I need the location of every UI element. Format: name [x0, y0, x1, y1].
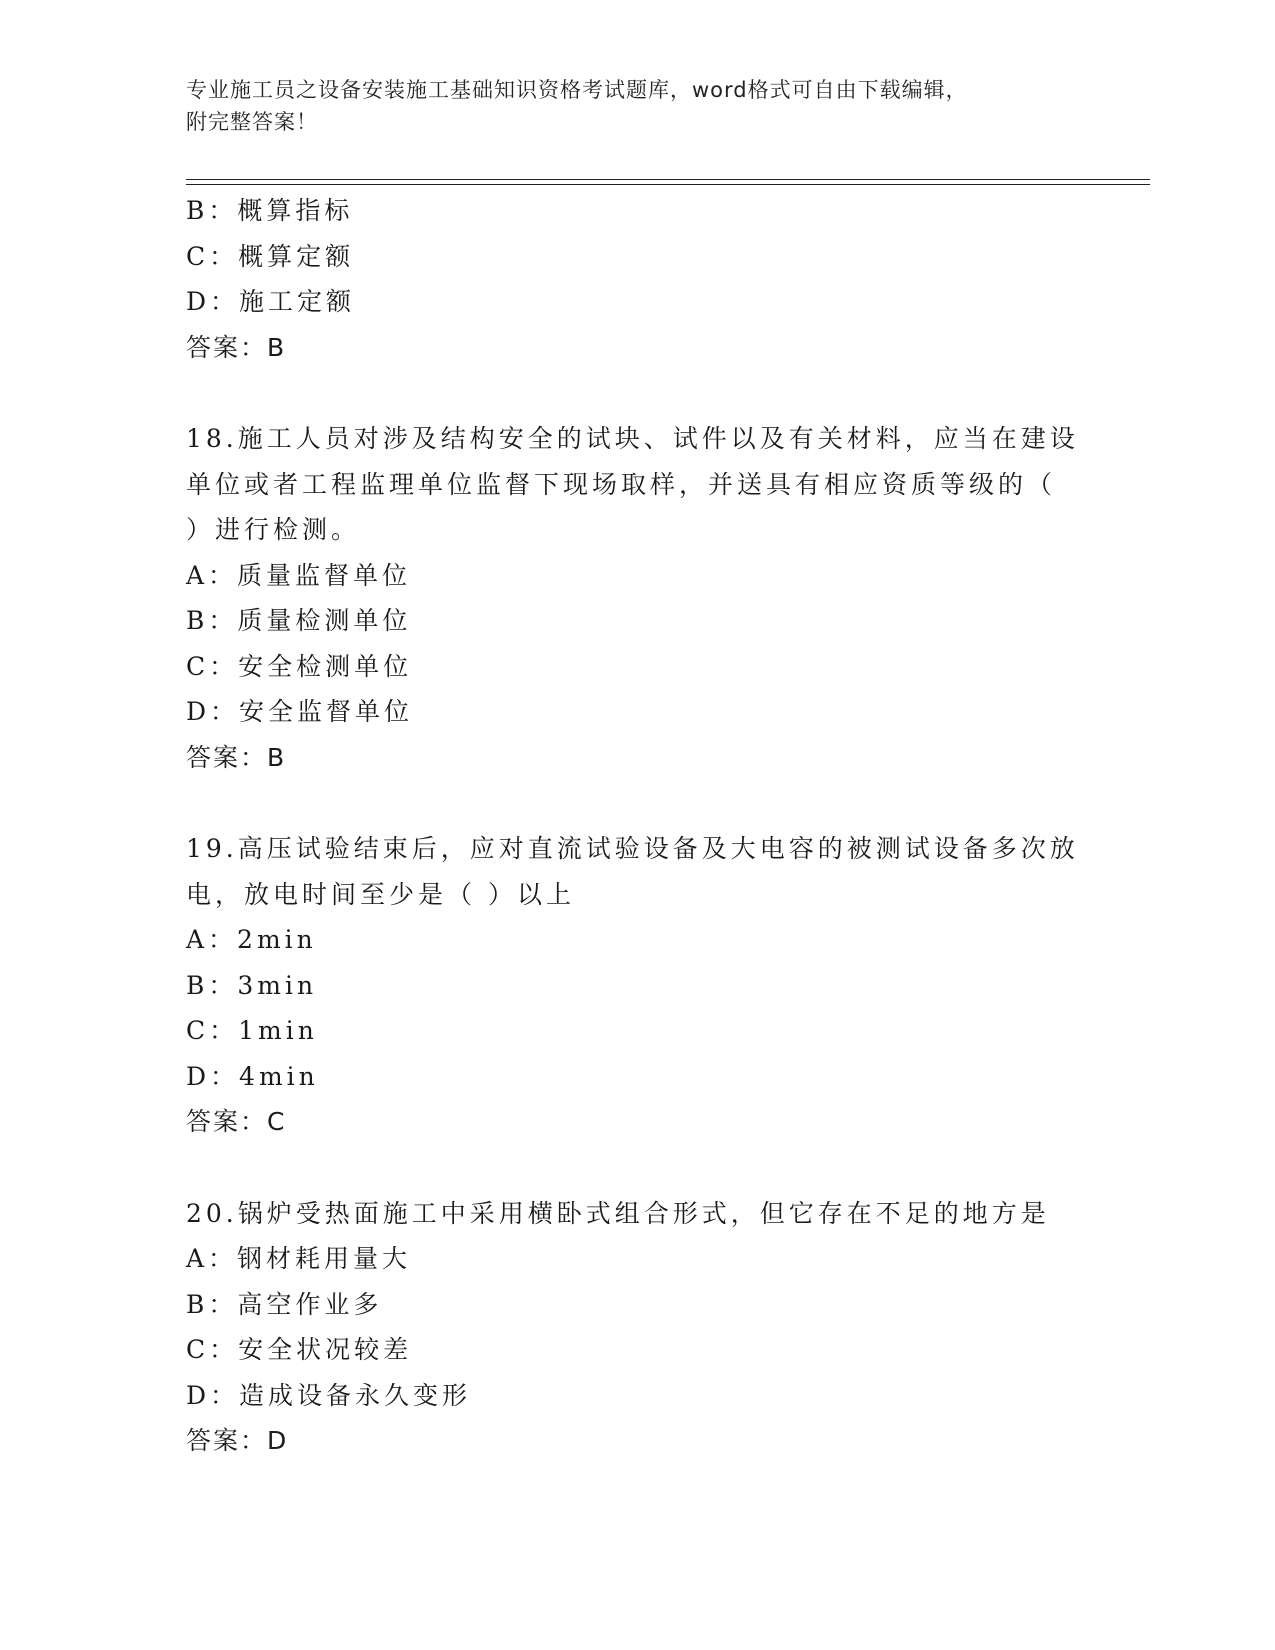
- option-c: C：概算定额: [186, 241, 355, 271]
- option-c: C：安全检测单位: [186, 651, 413, 681]
- question-stem-line: 18.施工人员对涉及结构安全的试块、试件以及有关材料，应当在建设: [186, 424, 1079, 453]
- option-d: D：造成设备永久变形: [186, 1380, 472, 1410]
- option-b: B：概算指标: [186, 196, 354, 225]
- document-body: [186, 188, 1086, 1464]
- option-d: D：安全监督单位: [186, 697, 414, 726]
- question-stem-line: 电，放电时间至少是（ ）以上: [186, 879, 575, 909]
- answer: 答案：D: [186, 1426, 289, 1455]
- option-a: A：2min: [186, 925, 317, 954]
- answer: 答案：C: [186, 1107, 287, 1136]
- header-rule-bottom: [186, 184, 1150, 185]
- question-stem-line: 19.高压试验结束后，应对直流试验设备及大电容的被测试设备多次放: [186, 834, 1079, 863]
- option-a: A：钢材耗用量大: [186, 1244, 412, 1273]
- header-line-1: 专业施工员之设备安装施工基础知识资格考试题库，word格式可自由下载编辑，: [186, 78, 968, 102]
- spacer: [186, 370, 1086, 416]
- question-stem-line: ）进行检测。: [186, 515, 361, 544]
- answer: 答案：B: [186, 332, 287, 362]
- document-header: [186, 74, 1066, 138]
- answer: 答案：B: [186, 742, 287, 772]
- spacer: [186, 780, 1086, 826]
- continued-question: [186, 188, 1086, 370]
- header-rule-top: [186, 179, 1150, 180]
- option-d: D：4min: [186, 1061, 319, 1091]
- question-18: [186, 416, 1086, 780]
- option-c: C：1min: [186, 1016, 318, 1045]
- option-b: B：高空作业多: [186, 1289, 383, 1319]
- option-b: B：质量检测单位: [186, 606, 412, 635]
- option-a: A：质量监督单位: [186, 560, 412, 590]
- header-line-2: 附完整答案！: [186, 110, 318, 134]
- question-19: [186, 826, 1086, 1145]
- option-b: B：3min: [186, 970, 318, 1000]
- question-20: [186, 1191, 1086, 1464]
- option-c: C：安全状况较差: [186, 1335, 413, 1364]
- option-d: D：施工定额: [186, 287, 356, 316]
- question-stem-line: 单位或者工程监理单位监督下现场取样，并送具有相应资质等级的（: [186, 469, 1057, 499]
- spacer: [186, 1145, 1086, 1191]
- question-stem-line: 20.锅炉受热面施工中采用横卧式组合形式，但它存在不足的地方是: [186, 1198, 1050, 1228]
